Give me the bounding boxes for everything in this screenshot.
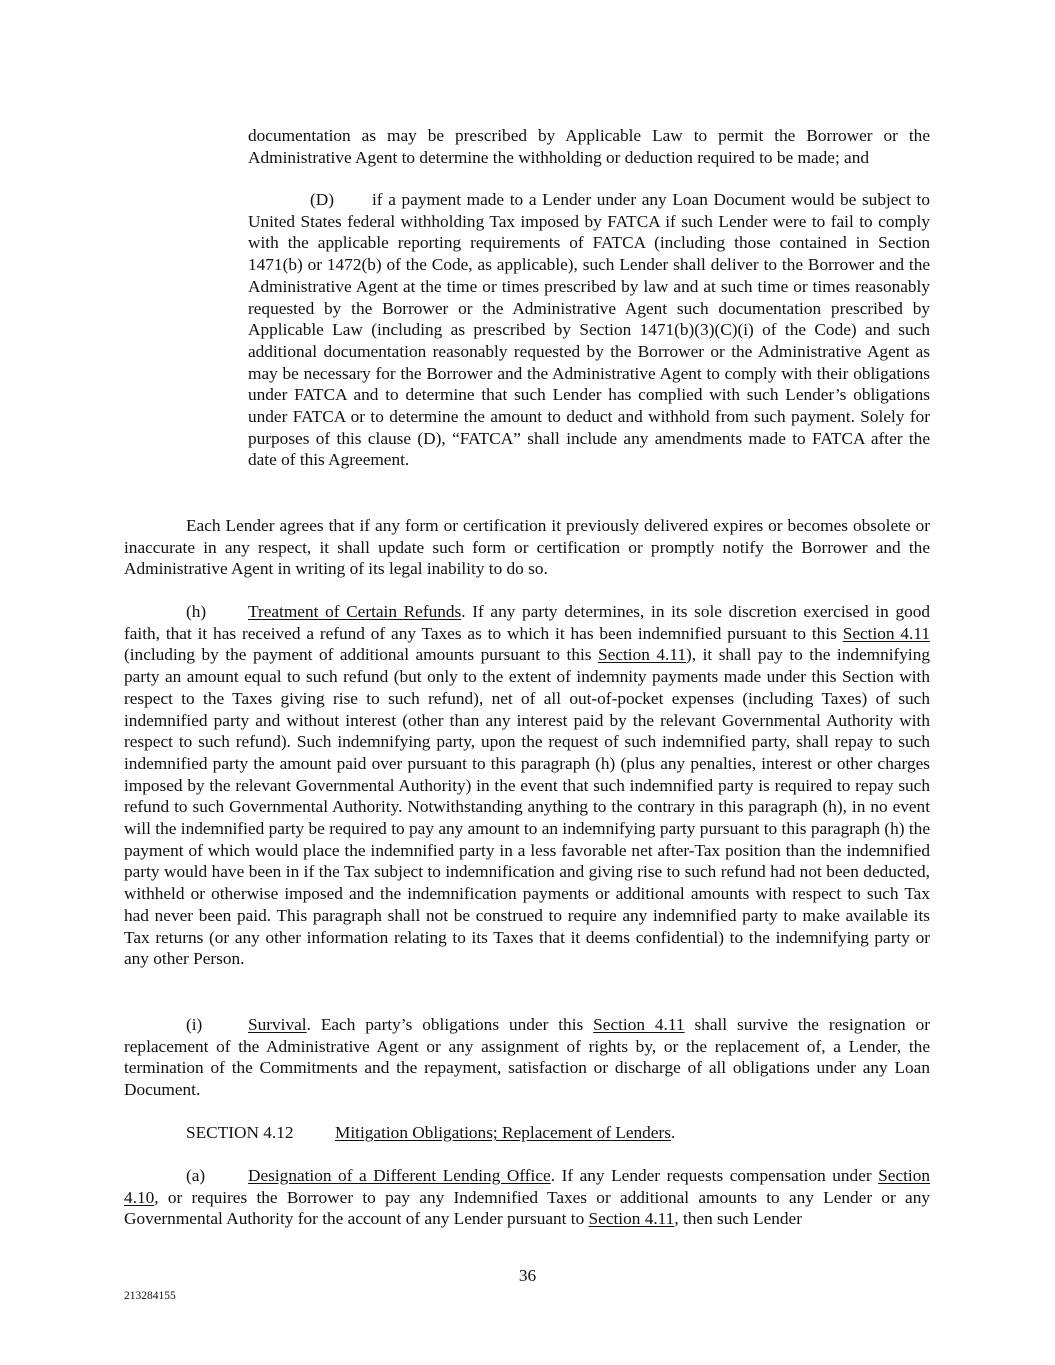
paragraph-text: , or requires the Borrower to pay any Indemnified Taxes or additional amounts to any Lender or any Governmental Authority for the account of any Lender pursuant to — [124, 1187, 930, 1229]
clause-label: (a) — [186, 1166, 206, 1185]
document-id: 213284155 — [124, 1290, 176, 1302]
clause-label: (D) — [310, 190, 334, 209]
section-reference: Section 4.11 — [598, 645, 686, 665]
paragraph-text: if a payment made to a Lender under any Loan Document would be subject to United States federal withholding Tax imposed by FATCA if such Lender were to fail to comply with the applicable reporting requirements of FATCA (including those contained in Section 1471(b) or 1472(b) of the Code, as applicable), such Lender shall deliver to the Borrower and the Administrative Agent at the time or times prescribed by law and at such time or times reasonably requested by the Borrower or the Administrative Agent such documentation prescribed by Applicable Law (including as prescribed by Section 1471(b)(3)(C)(i) of the Code) and such additional documentation reasonably requested by the Borrower or the Administrative Agent as may be necessary for the Borrower and the Administrative Agent to comply with their obligations under FATCA and to determine that such Lender has complied with such Lender’s obligations under FATCA or to determine the amount to deduct and withhold from such payment. Solely for purposes of this clause (D), “FATCA” shall include any amendments made to FATCA after the date of this Agreement. — [248, 190, 930, 470]
paragraph-text: Each Lender agrees that if any form or certification it previously delivered expires or becomes obsolete or inaccurate in any respect, it shall update such form or certification or promptly notify the Borrower and the Administrative Agent in writing of its legal inability to do so. — [124, 516, 930, 579]
section-title-period: . — [670, 1123, 676, 1142]
paragraph-text: (including by the payment of additional amounts pursuant to this — [124, 645, 599, 665]
section-title: Mitigation Obligations; Replacement of Lenders — [335, 1123, 671, 1142]
page-number: 36 — [518, 1266, 537, 1285]
paragraph-a-lending-office — [124, 1165, 930, 1230]
paragraph-text: ), it shall pay to the indemnifying party an amount equal to such refund (but only to the extent of indemnity payments made under this Section with respect to the Taxes giving rise to such refund), net of all out-of-pocket expenses (including Taxes) of such indemnified party and without interest (other than any interest paid by the relevant Governmental Authority with respect to such refund). Such indemnifying party, upon the request of such indemnified party, shall repay to such indemnified party the amount paid over pursuant to this paragraph (h) (plus any penalties, interest or other charges imposed by the relevant Governmental Authority) in the event that such indemnified party is required to repay such refund to such Governmental Authority. Notwithstanding anything to the contrary in this paragraph (h), in no event will the indemnified party be required to pay any amount to an indemnifying party pursuant to this paragraph (h) the payment of which would place the indemnified party in a less favorable net after-Tax position than the indemnified party would have been in if the Tax subject to indemnification and giving rise to such refund had not been deducted, withheld or otherwise imposed and the indemnification payments or additional amounts with respect to such Tax had never been paid. This paragraph shall not be construed to require any indemnified party to make available its Tax returns (or any other information relating to its Taxes that it deems confidential) to the indemnifying party or any other Person. — [124, 645, 931, 969]
paragraph-text: . Each party’s obligations under this — [306, 1015, 594, 1034]
paragraph-text: documentation as may be prescribed by Applicable Law to permit the Borrower or the Administrative Agent to determine the withholding or deduction required to be made; and — [248, 126, 930, 167]
paragraph-h-refunds — [124, 601, 930, 970]
clause-title: Treatment of Certain Refunds — [248, 602, 462, 621]
paragraph-i-survival — [124, 1014, 930, 1101]
paragraph-text: , then such Lender — [674, 1209, 802, 1229]
section-heading — [186, 1122, 675, 1144]
paragraph-lender-agrees — [124, 515, 930, 580]
section-reference: Section 4.11 — [842, 623, 930, 643]
section-label: SECTION 4.12 — [186, 1123, 294, 1142]
clause-title: Designation of a Different Lending Office — [248, 1166, 551, 1185]
paragraph-text: . If any party determines, in its sole discretion exercised in good faith, that it has received a refund of any Taxes as to which it has been indemnified pursuant to this — [124, 602, 931, 643]
section-reference: Section 4.11 — [588, 1209, 675, 1229]
section-reference: Section 4.11 — [593, 1015, 685, 1034]
section-reference: Section 4.10 — [124, 1166, 930, 1207]
paragraph-text: . If any Lender requests compensation under — [550, 1166, 879, 1185]
clause-title: Survival — [248, 1015, 307, 1034]
paragraph-text: shall survive the resignation or replacement of the Administrative Agent or any assignment of rights by, or the replacement of, a Lender, the termination of the Commitments and the repayment, satisfaction or discharge of all obligations under any Loan Document. — [124, 1015, 930, 1100]
paragraph-documentation-continuation — [248, 125, 930, 168]
paragraph-clause-d — [248, 189, 930, 471]
clause-label: (h) — [186, 602, 207, 621]
clause-label: (i) — [186, 1015, 203, 1034]
